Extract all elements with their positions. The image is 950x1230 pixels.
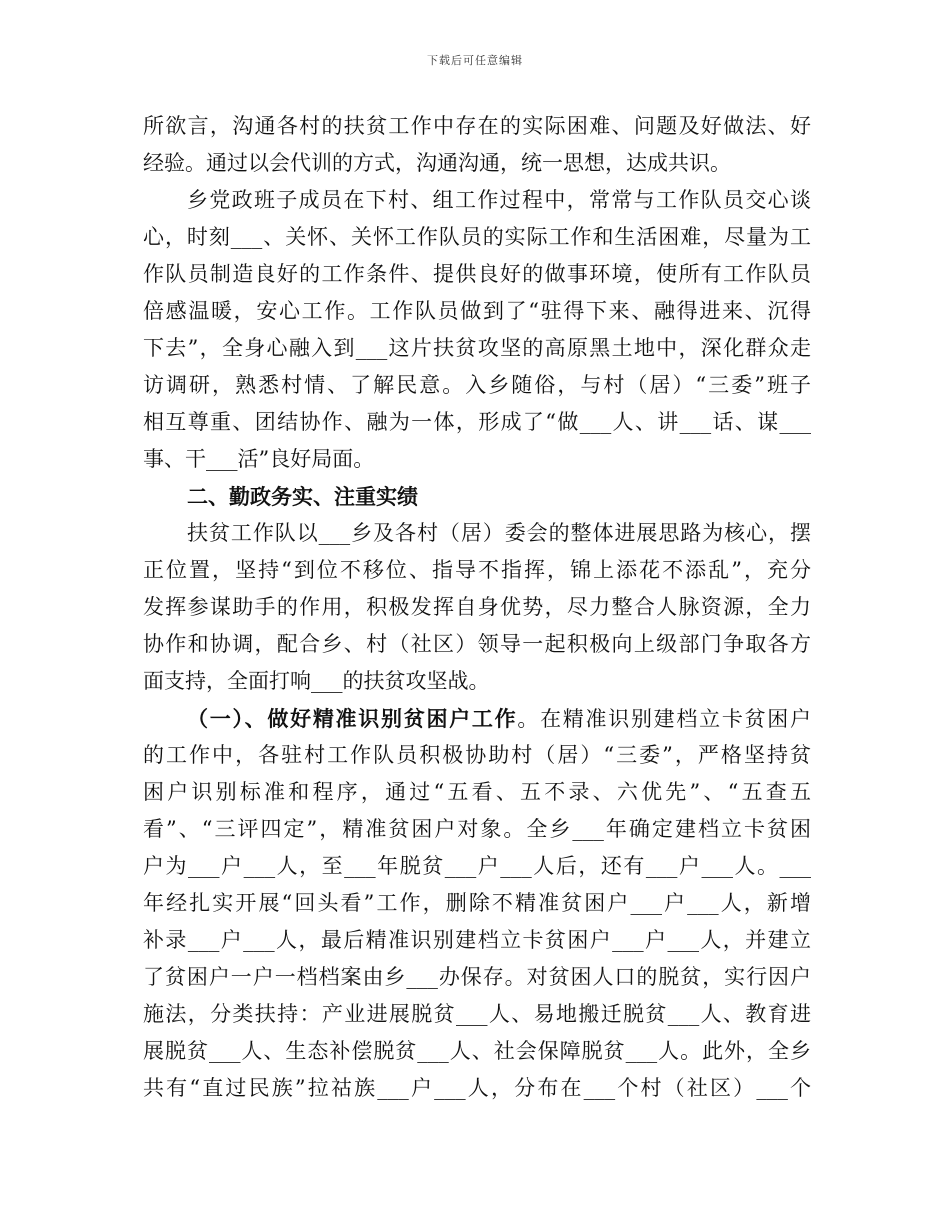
text-line: 扶贫工作队以___乡及各村（居）委会的整体进展思路为核心，摆 [187, 521, 811, 545]
subsection-heading: （一）、做好精准识别贫困户工作 [187, 706, 518, 731]
text-line: 经验。通过以会代训的方式，沟通沟通，统一思想，达成共识。 [143, 151, 731, 175]
page-header: 下载后可任意编辑 [427, 54, 523, 67]
text-line: 乡党政班子成员在下村、组工作过程中，常常与工作队员交心谈 [187, 188, 811, 212]
text-line: 倍感温暖，安心工作。工作队员做到了“驻得下来、融得进来、沉得 [143, 299, 811, 323]
text-line: 户为___户___人，至___年脱贫___户___人后，还有___户___人。___ [143, 854, 811, 878]
text-line: 协作和协调，配合乡、村（社区）领导一起积极向上级部门争取各方 [143, 632, 811, 656]
text-line: 施法，分类扶持：产业进展脱贫___人、易地搬迁脱贫___人、教育进 [143, 1002, 811, 1026]
text-line [143, 700, 811, 737]
text-line-rest: 。在精准识别建档立卡贫困户 [517, 707, 811, 731]
text-line: 面支持，全面打响___的扶贫攻坚战。 [143, 669, 490, 693]
text-line: 共有“直过民族”拉祜族___户___人，分布在___个村（社区）___个 [143, 1076, 811, 1100]
text-line: 相互尊重、团结协作、融为一体，形成了“做___人、讲___话、谋___ [143, 410, 811, 434]
document-body [143, 108, 811, 1107]
text-line: 下去”，全身心融入到___这片扶贫攻坚的高原黑土地中，深化群众走 [143, 336, 811, 360]
text-line: 了贫困户一户一档档案由乡___办保存。对贫困人口的脱贫，实行因户 [143, 965, 811, 989]
text-line: 访调研，熟悉村情、了解民意。入乡随俗，与村（居）“三委”班子 [143, 373, 811, 397]
text-line: 的工作中，各驻村工作队员积极协助村（居）“三委”，严格坚持贫 [143, 743, 811, 767]
text-line: 发挥参谋助手的作用，积极发挥自身优势，尽力整合人脉资源，全力 [143, 595, 811, 619]
text-line: 困户识别标准和程序，通过“五看、五不录、六优先”、“五查五 [143, 780, 811, 804]
text-line: 作队员制造良好的工作条件、提供良好的做事环境，使所有工作队员 [143, 262, 811, 286]
text-line: 事、干___活”良好局面。 [143, 447, 375, 471]
text-line: 所欲言，沟通各村的扶贫工作中存在的实际困难、问题及好做法、好 [143, 114, 811, 138]
text-line: 展脱贫___人、生态补偿脱贫___人、社会保障脱贫___人。此外，全乡 [143, 1039, 811, 1063]
text-line: 年经扎实开展“回头看”工作，删除不精准贫困户___户___人，新增 [143, 891, 811, 915]
section-heading: 二、勤政务实、注重实绩 [187, 484, 418, 509]
text-line: 正位置，坚持“到位不移位、指导不指挥，锦上添花不添乱”，充分 [143, 558, 811, 582]
text-line: 补录___户___人，最后精准识别建档立卡贫困户___户___人，并建立 [143, 928, 811, 952]
text-line: 看”、“三评四定”，精准贫困户对象。全乡___年确定建档立卡贫困 [143, 817, 811, 841]
text-line: 心，时刻___、关怀、关怀工作队员的实际工作和生活困难，尽量为工 [143, 225, 811, 249]
